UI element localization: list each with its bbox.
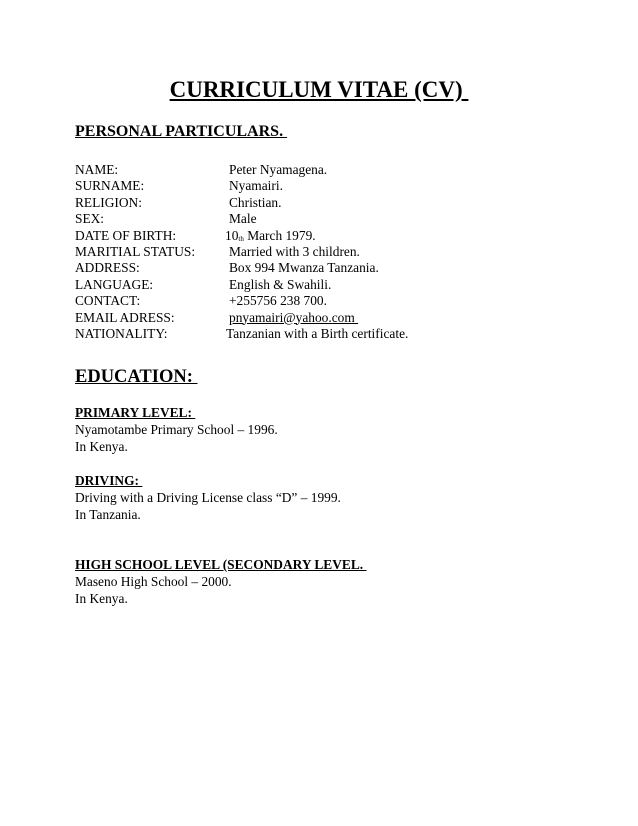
primary-level-heading: PRIMARY LEVEL: <box>75 405 196 420</box>
email-row <box>75 310 575 326</box>
nationality-label: NATIONALITY: <box>75 325 168 341</box>
primary-level-section <box>75 404 278 455</box>
contact-label: CONTACT: <box>75 293 141 309</box>
marital-label: MARITIAL STATUS: <box>75 243 196 259</box>
nationality-row <box>75 326 575 342</box>
sex-value: Male <box>229 211 257 227</box>
dob-row <box>75 228 575 244</box>
sex-row <box>75 211 575 227</box>
surname-row <box>75 178 575 194</box>
personal-particulars-heading: PERSONAL PARTICULARS. <box>75 123 288 140</box>
surname-label: SURNAME: <box>75 178 145 194</box>
dob-day: 10 <box>225 227 239 243</box>
sex-label: SEX: <box>75 211 105 227</box>
high-school-section <box>75 556 366 607</box>
dob-suffix: th <box>238 234 244 243</box>
religion-row <box>75 195 575 211</box>
religion-value: Christian. <box>229 194 282 210</box>
high-school-location-line: In Kenya. <box>75 591 128 606</box>
document-title: CURRICULUM VITAE (CV) <box>169 77 469 102</box>
driving-location-line: In Tanzania. <box>75 507 141 522</box>
address-label: ADDRESS: <box>75 260 140 276</box>
name-value: Peter Nyamagena. <box>229 162 328 177</box>
email-link[interactable]: pnyamairi@yahoo.com <box>229 309 359 325</box>
marital-value: Married with 3 children. <box>229 243 360 259</box>
nationality-value: Tanzanian with a Birth certificate. <box>226 325 409 341</box>
surname-value: Nyamairi. <box>229 178 283 194</box>
dob-rest: March 1979. <box>243 227 316 243</box>
primary-school-line: Nyamotambe Primary School – 1996. <box>75 422 278 437</box>
address-value: Box 994 Mwanza Tanzania. <box>229 260 379 276</box>
high-school-line: Maseno High School – 2000. <box>75 574 232 589</box>
dob-label: DATE OF BIRTH: <box>75 227 177 243</box>
driving-heading: DRIVING: <box>75 473 143 488</box>
high-school-heading: HIGH SCHOOL LEVEL (SECONDARY LEVEL. <box>75 557 367 572</box>
religion-label: RELIGION: <box>75 194 142 210</box>
language-label: LANGUAGE: <box>75 276 154 292</box>
email-label: EMAIL ADRESS: <box>75 309 175 325</box>
marital-row <box>75 244 575 260</box>
driving-section <box>75 472 341 523</box>
language-value: English & Swahili. <box>229 276 332 292</box>
address-row <box>75 260 575 276</box>
primary-location-line: In Kenya. <box>75 439 128 454</box>
contact-value: +255756 238 700. <box>229 293 327 309</box>
language-row <box>75 277 575 293</box>
contact-row <box>75 293 575 309</box>
name-row <box>75 162 575 178</box>
education-heading: EDUCATION: <box>75 367 198 387</box>
name-label: NAME: <box>75 162 119 177</box>
personal-particulars-list <box>75 162 575 342</box>
driving-license-line: Driving with a Driving License class “D” – 1999. <box>75 490 341 505</box>
